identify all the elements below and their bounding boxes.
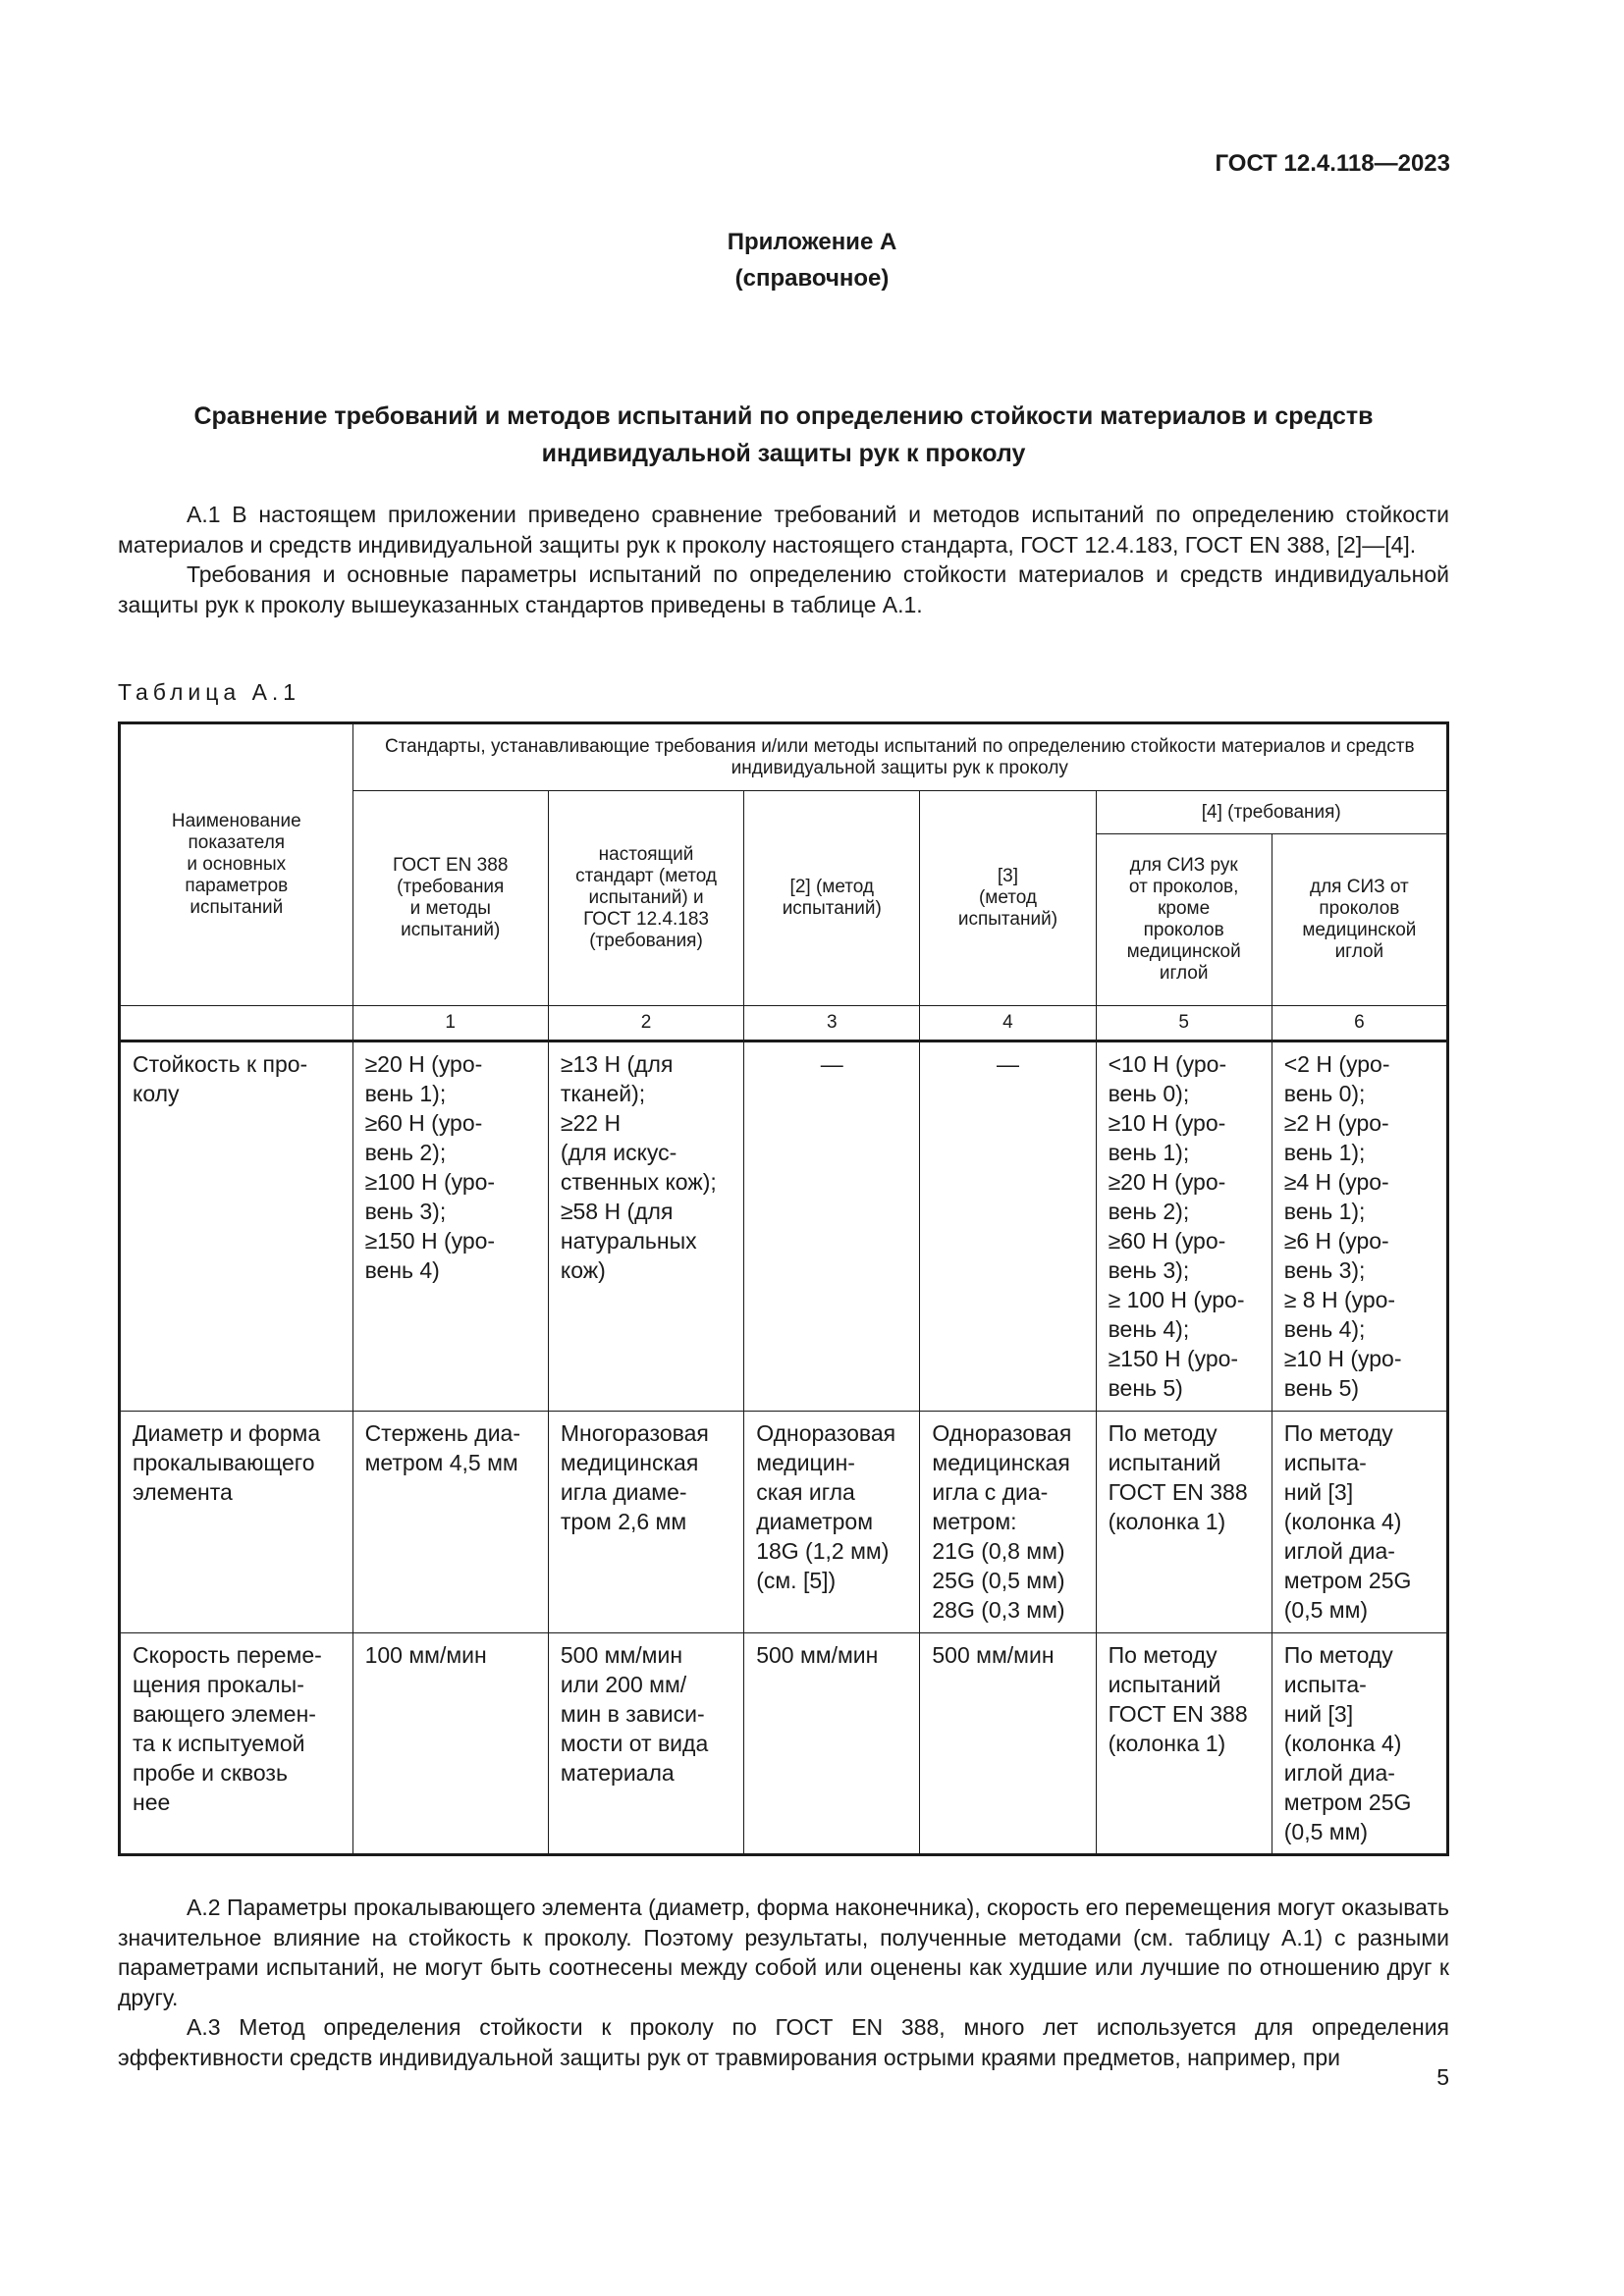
table-cell: 500 мм/мин: [920, 1633, 1096, 1855]
table-row: [120, 1412, 1448, 1633]
column-number: 3: [744, 1006, 920, 1041]
table-cell: ≥20 Н (уро- вень 1); ≥60 Н (уро- вень 2); ≥100 Н (уро- вень 3); ≥150 Н (уро- вень 4): [352, 1041, 548, 1412]
table-caption: Таблица А.1: [118, 679, 301, 705]
paragraph-a2: А.2 Параметры прокалывающего элемента (диаметр, форма наконечника), скорость его перемещения могут оказывать значительное влияние на стойкость к проколу. Поэтому результаты, полученные методами (см. таблицу А.1) с разными параметрами испытаний, не могут быть соотнесены между собой или оценены как худшие или лучшие по отношению друг к другу.: [118, 1895, 1449, 2010]
table-cell: 500 мм/мин или 200 мм/ мин в зависи- мости от вида материала: [548, 1633, 743, 1855]
column-number-empty: [120, 1006, 353, 1041]
table-cell: —: [920, 1041, 1096, 1412]
header-parameter: Наименование показателя и основных параметров испытаний: [120, 723, 353, 1006]
table-cell: Многоразовая медицинская игла диаме- тром 2,6 мм: [548, 1412, 743, 1633]
table-cell: Стержень диа- метром 4,5 мм: [352, 1412, 548, 1633]
document-number: ГОСТ 12.4.118—2023: [1215, 150, 1450, 177]
table-cell: ≥13 Н (для тканей); ≥22 Н (для искус- ственных кож); ≥58 Н (для натуральных кож): [548, 1041, 743, 1412]
table-cell: Одноразовая медицинская игла с диа- метром: 21G (0,8 мм) 25G (0,5 мм) 28G (0,3 мм): [920, 1412, 1096, 1633]
table-cell: По методу испыта- ний [3] (колонка 4) иглой диа- метром 25G (0,5 мм): [1272, 1633, 1447, 1855]
header-col-5: для СИЗ рук от проколов, кроме проколов медицинской иглой: [1096, 834, 1272, 1006]
header-col-1: ГОСТ EN 388 (требования и методы испытаний): [352, 791, 548, 1006]
intro-text: [118, 500, 1449, 619]
closing-text: [118, 1893, 1449, 2072]
appendix-title: Приложение А: [727, 229, 897, 255]
page-number: 5: [1436, 2064, 1449, 2090]
table-cell: По методу испытаний ГОСТ EN 388 (колонка 1): [1096, 1633, 1272, 1855]
section-title: Сравнение требований и методов испытаний по определению стойкости материалов и средств индивидуальной защиты рук к проколу: [193, 402, 1374, 467]
table-row: [120, 1041, 1448, 1412]
column-number: 4: [920, 1006, 1096, 1041]
column-number: 1: [352, 1006, 548, 1041]
table-cell: 500 мм/мин: [744, 1633, 920, 1855]
header-col-2: настоящий стандарт (метод испытаний) и ГОСТ 12.4.183 (требования): [548, 791, 743, 1006]
row-parameter: Диаметр и форма прокалывающего элемента: [120, 1412, 353, 1633]
paragraph-a1: А.1 В настоящем приложении приведено сравнение требований и методов испытаний по определению стойкости материалов и средств индивидуальной защиты рук к проколу настоящего стандарта, ГОСТ 12.4.183, ГОСТ EN 388, [2]—[4].: [118, 502, 1449, 558]
comparison-table: [118, 721, 1449, 1856]
column-number: 5: [1096, 1006, 1272, 1041]
column-number: 2: [548, 1006, 743, 1041]
table-cell: 100 мм/мин: [352, 1633, 548, 1855]
table-cell: <2 Н (уро- вень 0); ≥2 Н (уро- вень 1); ≥4 Н (уро- вень 1); ≥6 Н (уро- вень 3); ≥ 8 Н (уро- вень 4); ≥10 Н (уро- вень 5): [1272, 1041, 1447, 1412]
header-col-6: для СИЗ от проколов медицинской иглой: [1272, 834, 1447, 1006]
header-col-5-6-group: [4] (требования): [1096, 791, 1447, 834]
paragraph-requirements: Требования и основные параметры испытаний по определению стойкости материалов и средств индивидуальной защиты рук к проколу вышеуказанных стандартов приведены в таблице А.1.: [118, 561, 1449, 617]
table-cell: —: [744, 1041, 920, 1412]
header-col-4: [3] (метод испытаний): [920, 791, 1096, 1006]
row-parameter: Стойкость к про- колу: [120, 1041, 353, 1412]
table-cell: <10 Н (уро- вень 0); ≥10 Н (уро- вень 1); ≥20 Н (уро- вень 2); ≥60 Н (уро- вень 3); ≥ 100 Н (уро- вень 4); ≥150 Н (уро- вень 5): [1096, 1041, 1272, 1412]
appendix-heading: [0, 224, 1624, 296]
header-col-3: [2] (метод испытаний): [744, 791, 920, 1006]
header-standards-group: Стандарты, устанавливающие требования и/или методы испытаний по определению стойкости материалов и средств индивидуальной защиты рук к проколу: [352, 723, 1447, 791]
row-parameter: Скорость переме- щения прокалы- вающего элемен- та к испытуемой пробе и сквозь нее: [120, 1633, 353, 1855]
paragraph-a3: А.3 Метод определения стойкости к проколу по ГОСТ EN 388, много лет используется для определения эффективности средств индивидуальной защиты рук от травмирования острыми краями предметов, например, при: [118, 2014, 1449, 2070]
table-cell: По методу испытаний ГОСТ EN 388 (колонка 1): [1096, 1412, 1272, 1633]
column-number: 6: [1272, 1006, 1447, 1041]
table-cell: Одноразовая медицин- ская игла диаметром 18G (1,2 мм) (см. [5]): [744, 1412, 920, 1633]
table-row: [120, 1633, 1448, 1855]
appendix-subtitle: (справочное): [734, 265, 890, 292]
table-cell: По методу испыта- ний [3] (колонка 4) иглой диа- метром 25G (0,5 мм): [1272, 1412, 1447, 1633]
